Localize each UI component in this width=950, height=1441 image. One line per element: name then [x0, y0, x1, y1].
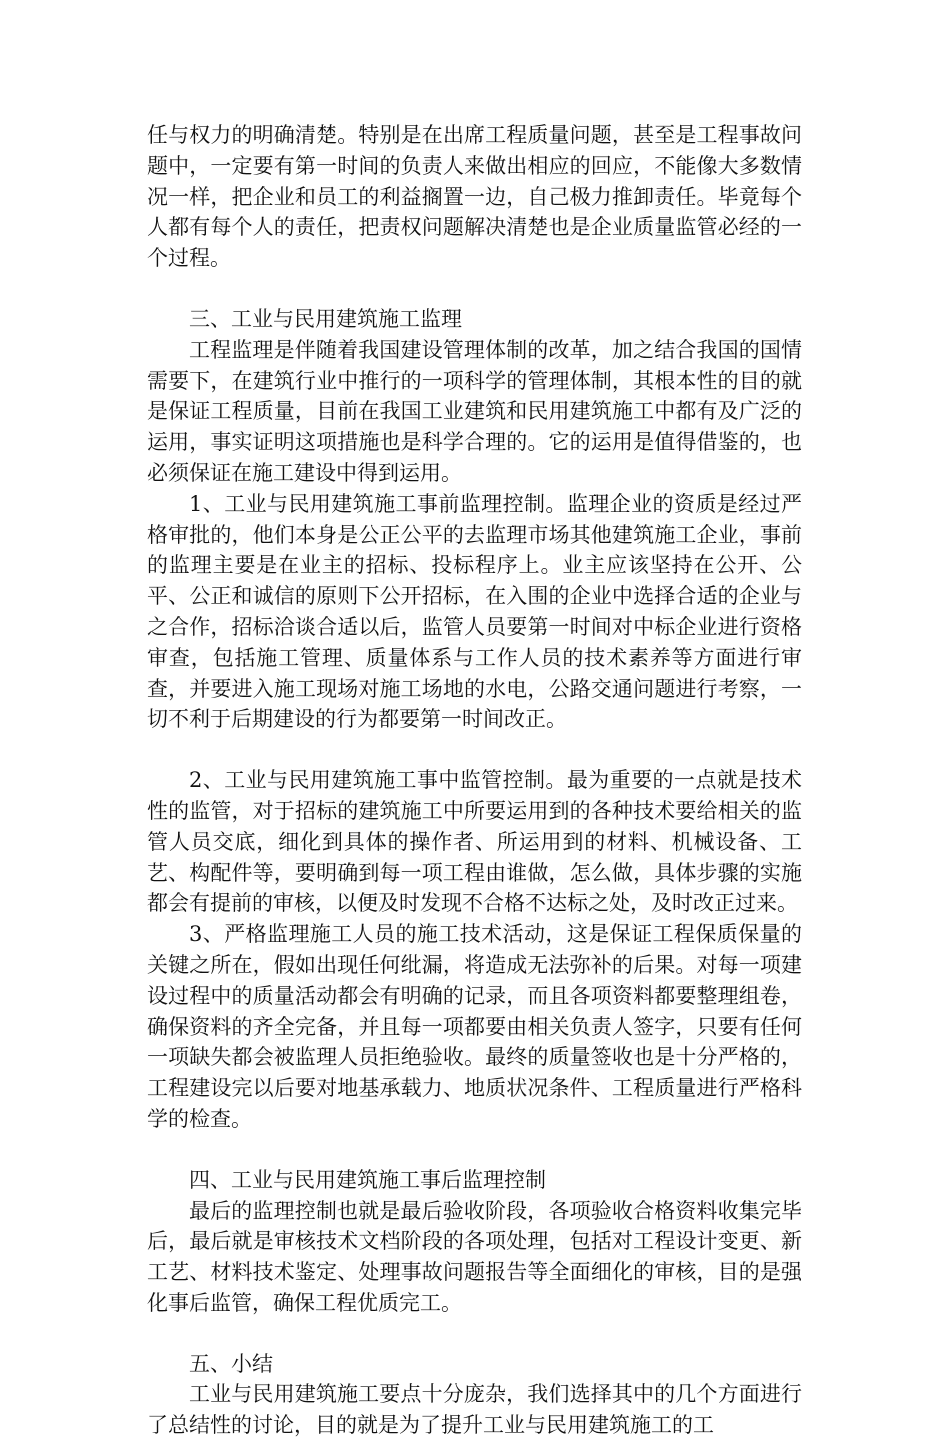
paragraph-pre-supervision: 1、工业与民用建筑施工事前监理控制。监理企业的资质是经过严格审批的，他们本身是公正公平的去监理市场其他建筑施工企业，事前的监理主要是在业主的招标、投标程序上。业主应该坚持在公开、公平、公正和诚信的原则下公开招标，在入围的企业中选择合适的企业与之合作，招标洽谈合适以后，监管人员要第一时间对中标企业进行资格审查，包括施工管理、质量体系与工作人员的技术素养等方面进行审查，并要进入施工现场对施工场地的水电，公路交通问题进行考察，一切不利于后期建设的行为都要第一时间改正。 — [147, 491, 802, 732]
paragraph-technical-activity: 3、严格监理施工人员的施工技术活动，这是保证工程保质保量的关键之所在，假如出现任何纰漏，将造成无法弥补的后果。对每一项建设过程中的质量活动都会有明确的记录，而且各项资料都要整理组卷，确保资料的齐全完备，并且每一项都要由相关负责人签字，只要有任何一项缺失都会被监理人员拒绝验收。最终的质量签收也是十分严格的，工程建设完以后要对地基承载力、地质状况条件、工程质量进行严格科学的检查。 — [147, 922, 802, 1131]
paragraph-responsibility: 任与权力的明确清楚。特别是在出席工程质量问题，甚至是工程事故问题中，一定要有第一时间的负责人来做出相应的回应，不能像大多数情况一样，把企业和员工的利益搁置一边，自己极力推卸责任。毕竟每个人都有每个人的责任，把责权问题解决清楚也是企业质量监管必经的一个过程。 — [147, 123, 802, 271]
spacer — [147, 1135, 802, 1165]
spacer — [147, 735, 802, 765]
spacer — [147, 1319, 802, 1349]
paragraph-supervision-intro: 工程监理是伴随着我国建设管理体制的改革，加之结合我国的国情需要下，在建筑行业中推行的一项科学的管理体制，其根本性的目的就是保证工程质量，目前在我国工业建筑和民用建筑施工中都有及广泛的运用，事实证明这项措施也是科学合理的。它的运用是值得借鉴的，也必须保证在施工建设中得到运用。 — [147, 337, 802, 485]
paragraph-mid-supervision: 2、工业与民用建筑施工事中监管控制。最为重要的一点就是技术性的监管，对于招标的建筑施工中所要运用到的各种技术要给相关的监管人员交底，细化到具体的操作者、所运用到的材料、机械设备、工艺、构配件等，要明确到每一项工程由谁做，怎么做，具体步骤的实施都会有提前的审核，以便及时发现不合格不达标之处，及时改正过来。 — [147, 768, 802, 916]
section-heading-3: 三、工业与民用建筑施工监理 — [189, 306, 462, 331]
spacer — [147, 274, 802, 304]
paragraph-post-supervision: 最后的监理控制也就是最后验收阶段，各项验收合格资料收集完毕后，最后就是审核技术文档阶段的各项处理，包括对工程设计变更、新工艺、材料技术鉴定、处理事故问题报告等全面细化的审核，目的是强化事后监管，确保工程优质完工。 — [147, 1198, 802, 1315]
document-page — [147, 120, 802, 1441]
paragraph-summary: 工业与民用建筑施工要点十分庞杂，我们选择其中的几个方面进行了总结性的讨论，目的就是为了提升工业与民用建筑施工的工 — [147, 1382, 802, 1438]
section-heading-5: 五、小结 — [189, 1351, 273, 1376]
section-heading-4: 四、工业与民用建筑施工事后监理控制 — [189, 1167, 546, 1192]
